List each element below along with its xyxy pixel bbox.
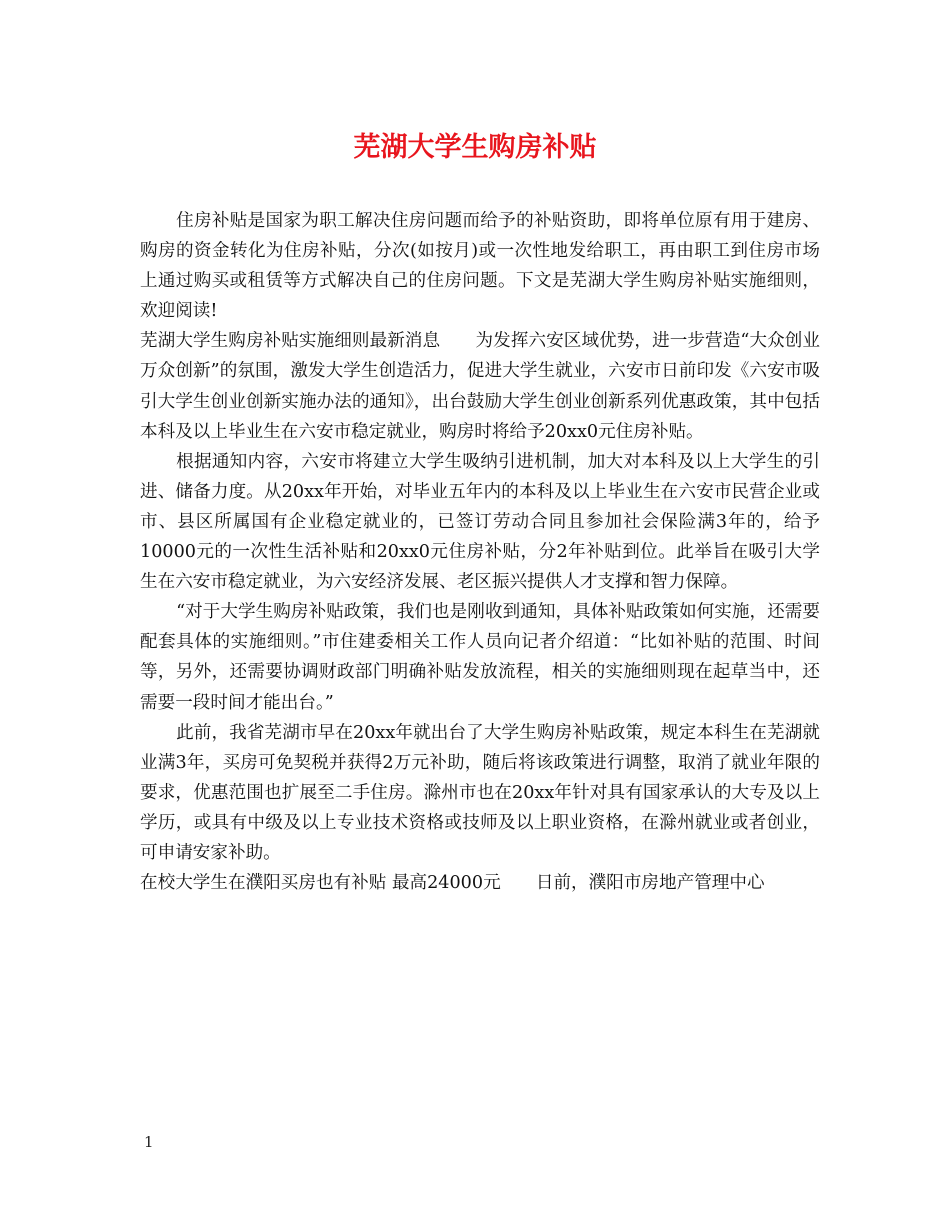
paragraph-official-quote: “对于大学生购房补贴政策，我们也是刚收到通知，具体补贴政策如何实施，还需要配套具体的实施细则。”市住建委相关工作人员向记者介绍道：“比如补贴的范围、时间等，另外，还需要协调财政部门明确补贴发放流程，相关的实施细则现在起草当中，还需要一段时间才能出台。” (140, 602, 820, 713)
page-title: 芜湖大学生购房补贴 (353, 132, 597, 163)
paragraph-intro: 住房补贴是国家为职工解决住房问题而给予的补贴资助，即将单位原有用于建房、购房的资金转化为住房补贴，分次(如按月)或一次性地发给职工，再由职工到住房市场上通过购买或租赁等方式解决自己的住房问题。下文是芜湖大学生购房补贴实施细则，欢迎阅读! (140, 211, 820, 322)
paragraph-notice-content: 根据通知内容，六安市将建立大学生吸纳引进机制，加大对本科及以上大学生的引进、储备力度。从20xx年开始，对毕业五年内的本科及以上毕业生在六安市民营企业或市、县区所属国有企业稳定就业的，已签订劳动合同且参加社会保险满3年的，给予10000元的一次性生活补贴和20xx0元住房补贴，分2年补贴到位。此举旨在吸引大学生在六安市稳定就业，为六安经济发展、老区振兴提供人才支撑和智力保障。 (140, 451, 820, 593)
paragraph-puyang-news: 在校大学生在濮阳买房也有补贴 最高24000元 日前，濮阳市房地产管理中心 (140, 873, 765, 894)
paragraph-news-lu-an: 芜湖大学生购房补贴实施细则最新消息 为发挥六安区域优势，进一步营造“大众创业万众创新”的氛围，激发大学生创造活力，促进大学生就业，六安市日前印发《六安市吸引大学生创业创新实施办法的通知》，出台鼓励大学生创业创新系列优惠政策，其中包括本科及以上毕业生在六安市稳定就业，购房时将给予20xx0元住房补贴。 (140, 331, 820, 442)
page-number: 1 (144, 1133, 154, 1151)
document-body (140, 206, 820, 898)
paragraph-wuhu-history: 此前，我省芜湖市早在20xx年就出台了大学生购房补贴政策，规定本科生在芜湖就业满3年，买房可免契税并获得2万元补助，随后将该政策进行调整，取消了就业年限的要求，优惠范围也扩展至二手住房。滁州市也在20xx年针对具有国家承认的大专及以上学历，或具有中级及以上专业技术资格或技师及以上职业资格，在滁州就业或者创业，可申请安家补助。 (140, 722, 820, 863)
